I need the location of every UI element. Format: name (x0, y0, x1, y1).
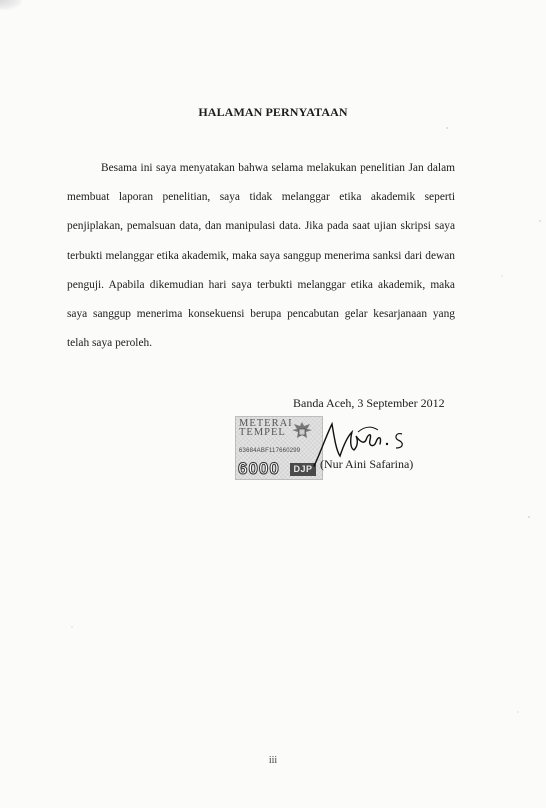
page-title: HALAMAN PERNYATAAN (198, 105, 348, 119)
scan-corner-mark (0, 0, 22, 10)
signer-name: (Nur Aini Safarina) (320, 457, 414, 471)
page-number: iii (268, 755, 278, 766)
stamp-value: 6000 (238, 459, 280, 478)
place-date: Banda Aceh, 3 September 2012 (293, 396, 445, 410)
signature-block (240, 396, 470, 496)
stamp-serial: 63684ABF117660299 (239, 448, 301, 454)
stamp-title-line2: TEMPEL (239, 427, 286, 438)
statement-text: Besama ini saya menyatakan bahwa selama melakukan penelitian Jan dalam membuat laporan penelitian, saya tidak melanggar etika akademik seperti penjiplakan, pemalsuan data, dan manipulasi data. Jika pada saat ujian skripsi saya terbukti melanggar etika akademik, maka saya sanggup menerima sanksi dari dewan penguji. Apabila dikemudian hari saya terbukti melanggar etika akademik, maka saya sanggup menerima konsekuensi berupa pencabutan gelar kesarjanaan yang telah saya peroleh. (67, 162, 455, 350)
stamp-title (239, 419, 293, 437)
statement-paragraph (67, 154, 455, 358)
stamp-title-line1: METERAI (239, 418, 293, 429)
stamp-issuer: DJP (290, 463, 316, 476)
